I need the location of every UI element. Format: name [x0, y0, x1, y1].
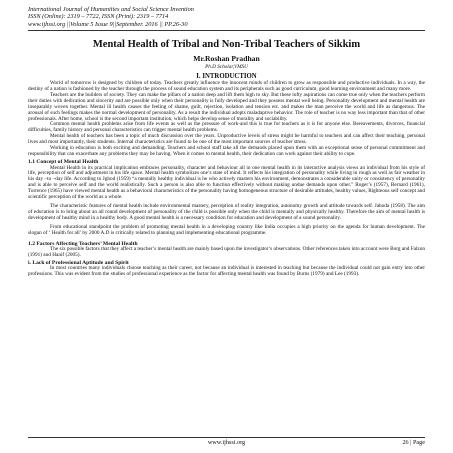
- subsection-heading-factors: 1.2 Factors Affecting Teachers’ Mental Health: [28, 240, 138, 247]
- journal-issue: www.ijhssi.org ||Volume 5 Issue 9||September. 2016 || PP.26-30: [28, 20, 188, 28]
- section-heading-introduction: I. INTRODUCTION: [196, 72, 257, 80]
- subsection-heading-aptitude: i. Lack of Professional Aptitude and Spirit: [28, 260, 129, 267]
- journal-name: International Journal of Humanities and Social Science Invention: [28, 6, 194, 13]
- header-divider: [28, 30, 425, 31]
- footer-website: www.ijhssi.org: [207, 439, 246, 446]
- factors-paragraph: The six possible factors that they affect a teacher’s mental health are mainly based upon the investigator’s observations. Other references taken into account were Borg and Falzon (1991) and Hanif (2005).: [28, 246, 426, 259]
- concept-paragraph: From educational standpoint the problem of promoting mental health in a developing country like India occupies a high priority on the agenda for human development. The slogan of ‘ Health for all’ by 2000 A.D is critically related to planning and implementing educational programme.: [28, 224, 425, 237]
- intro-paragraph: Teachers are the builders of society. They can make the pillars of a nation deep and lift them high to sky. But these lofty aspirations can come true only when the teachers perform their duties with dedication and sincerity and are possible only when their personality is fully developed and they possess mental well being. Personality development and mental health are inseparably woven together. Mental ill health causes the feeling of shame, guilt, rejection, isolation and tension etc. and makes the man perceive the world and life as dangerous. The arousal of such feelings makes the normal development of personality. As a result the individual adopts maladaptive behavior. The role of teacher is no way less important than that of other professionals. After home, school is the second important institution, which helps develop sense of morality and sociability.: [28, 91, 425, 122]
- subsection-heading-concept: 1.1 Concept of Mental Health: [28, 159, 99, 166]
- intro-paragraph: Mental health of teachers has been a topic of much discussion over the years. Unproductive levels of stress might be harmful to teachers and can affect their teaching, personal lives and most importantly, their students. Internal characteristics are found to be one of the most important sources of teacher stress.: [28, 133, 425, 146]
- aptitude-paragraph: In most countries many individuals choose teaching as their career, not because an individual is interested in teaching but because the individual could not gain entry into other professions. This was evident from the studies of professional experience as the factor for affecting mental health was found by Burns (1979) and Lee (1993).: [28, 265, 425, 278]
- author-name: Mr.Roshan Pradhan: [193, 54, 260, 64]
- author-affiliation: Ph.D Scholar,VMSU: [205, 63, 248, 70]
- concept-paragraph: Mental Health in its practical implication embraces personality, character and behaviour all in one mental health in its interactive analysis views an individual from his style of life, perception of self and adjustment in his life space. Mental health symbolizes one’s state of mind. It reflects his integration of personality while living in rough as well as fair weather in his day –to –day life. According to Jghod (1959) “a mentally healthy individual is he who actively masters his environment, demonstrates a considerable unity or consistency of personality and is able to perceive self and the world realistically. Such a person is also able to function effectively without making undue demands upon other.” Roger’s (1957), Bernard (1961), Torrence (1965) have viewed mental health as a behavioral characteristics of the personality having homogeneous structure of desirable attitudes, healthy values, Righteous self concept and scientific perception of the world as a whole.: [28, 164, 425, 201]
- footer-divider: [28, 437, 425, 438]
- intro-paragraph: Working in education is both exciting and demanding. Teachers and school staff take all the demands placed upon them with an exceptional sense of personal commitment and responsibility that can exacerbate any problems they may be having. When it comes to mental health, their dedication can work against their ability to cope.: [28, 145, 425, 158]
- intro-paragraph: World of tomorrow is designed by children of today. Teachers greatly influence the innocent minds of children to grow as responsible and productive individuals. In a way, the destiny of a nation is fashioned by the teacher through the process of sound education system and its peripherals such as good curriculum, good learning environment and many more.: [28, 79, 425, 92]
- paragraph-gap: [28, 237, 425, 240]
- concept-paragraph: The characteristic features of mental health include environmental mastery, perception of reality integration, autonomy growth and attitude towards self. Jahoda (1958). The aim of education is to bring about an all round development of personality of the child is possible only when the child is mentally and physically healthy. Therefore the aim of mental health is development of healthy mind in a healthy body. A good mental health is a necessary condition for education and development of a sound personality.: [28, 203, 425, 222]
- journal-issn: ISSN (Online): 2319 – 7722, ISSN (Print): 2319 – 7714: [28, 13, 169, 21]
- page-footer: [28, 439, 425, 448]
- intro-paragraph: Common mental health problems arise from life events as well as the pressure of work-and this is true for teachers as it is for anyone else. Bereavements, divorces, financial difficulties, family history and personal characteristics can trigger mental health problems.: [28, 121, 425, 134]
- paper-title: Mental Health of Tribal and Non-Tribal Teachers of Sikkim: [92, 39, 361, 51]
- page-number: 26 | Page: [402, 439, 425, 446]
